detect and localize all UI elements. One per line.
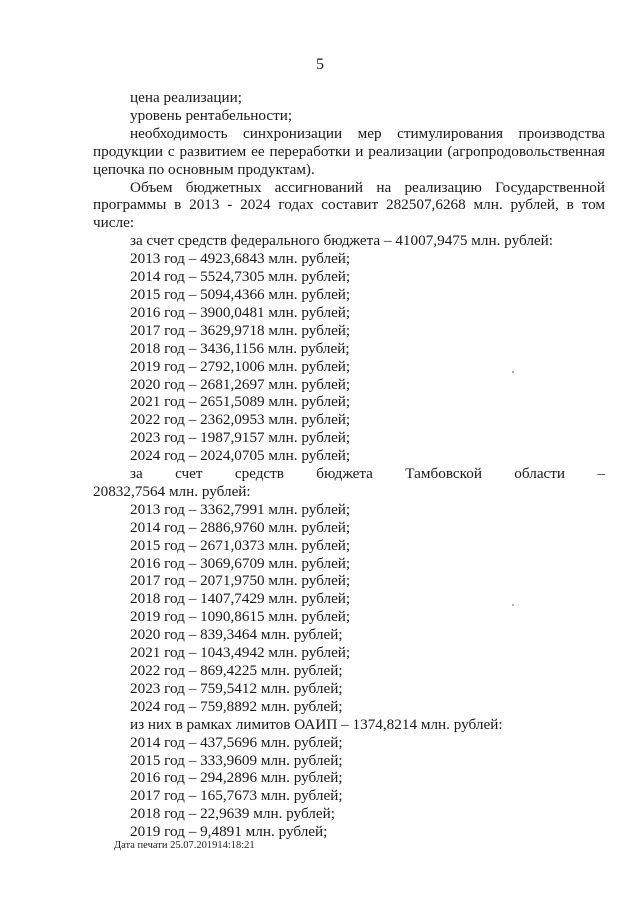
regional-list <box>93 501 605 716</box>
federal-item: 2022 год – 2362,0953 млн. рублей; <box>130 411 351 429</box>
regional-item: 2013 год – 3362,7991 млн. рублей; <box>130 500 351 518</box>
federal-item: 2015 год – 5094,4366 млн. рублей; <box>130 285 351 303</box>
federal-item: 2018 год – 3436,1156 млн. рублей; <box>130 339 350 357</box>
regional-item: 2018 год – 1407,7429 млн. рублей; <box>130 590 351 608</box>
oaip-item: 2016 год – 294,2896 млн. рублей; <box>130 769 343 787</box>
regional-heading-word: области <box>514 465 566 483</box>
regional-heading-word: бюджета <box>316 465 373 483</box>
regional-item: 2016 год – 3069,6709 млн. рублей; <box>130 554 351 572</box>
regional-item: 2022 год – 869,4225 млн. рублей; <box>130 662 343 679</box>
regional-heading-word: за <box>130 465 143 483</box>
scan-speck <box>512 604 514 606</box>
federal-item: 2023 год – 1987,9157 млн. рублей; <box>130 429 351 447</box>
page-number: 5 <box>316 56 324 73</box>
federal-item: 2020 год – 2681,2697 млн. рублей; <box>130 375 351 393</box>
regional-heading-word: средств <box>234 465 284 483</box>
regional-item: 2015 год – 2671,0373 млн. рублей; <box>130 536 351 554</box>
print-date-footer: Дата печати 25.07.201914:18:21 <box>114 840 255 851</box>
oaip-item: 2019 год – 9,4891 млн. рублей; <box>130 823 328 841</box>
scan-speck <box>512 371 514 373</box>
oaip-heading: из них в рамках лимитов ОАИП – 1374,8214 млн. рублей: <box>130 715 503 733</box>
federal-item: 2021 год – 2651,5089 млн. рублей; <box>130 393 351 411</box>
federal-item: 2013 год – 4923,6843 млн. рублей; <box>130 250 351 268</box>
federal-item: 2017 год – 3629,9718 млн. рублей; <box>130 321 351 339</box>
regional-item: 2017 год – 2071,9750 млн. рублей; <box>130 572 351 590</box>
document-body <box>93 89 605 841</box>
regional-heading <box>93 465 605 483</box>
regional-heading-word: Тамбовской <box>405 465 482 483</box>
regional-heading-continuation: 20832,7564 млн. рублей: <box>93 482 251 500</box>
regional-item: 2020 год – 839,3464 млн. рублей; <box>130 626 343 644</box>
oaip-item: 2015 год – 333,9609 млн. рублей; <box>130 751 343 769</box>
oaip-item: 2014 год – 437,5696 млн. рублей; <box>130 733 343 751</box>
regional-item: 2014 год – 2886,9760 млн. рублей; <box>130 518 351 536</box>
regional-item: 2023 год – 759,5412 млн. рублей; <box>130 679 343 697</box>
federal-item: 2024 год – 2024,0705 млн. рублей; <box>130 447 351 465</box>
regional-heading-word: – <box>597 465 605 483</box>
federal-heading: за счет средств федерального бюджета – 41007,9475 млн. рублей: <box>130 232 553 250</box>
federal-list <box>93 250 605 465</box>
regional-item: 2021 год – 1043,4942 млн. рублей; <box>130 644 351 662</box>
federal-item: 2014 год – 5524,7305 млн. рублей; <box>130 268 351 286</box>
oaip-list <box>93 734 605 841</box>
federal-item: 2019 год – 2792,1006 млн. рублей; <box>130 357 351 375</box>
intro-line-price: цена реализации; <box>130 89 242 106</box>
volume-paragraph: Объем бюджетных ассигнований на реализацию Государственной программы в 2013 - 2024 годах составит 282507,6268 млн. рублей, в том числе: <box>93 178 605 232</box>
sync-paragraph: необходимость синхронизации мер стимулирования производства продукции с развитием ее переработки и реализации (агропродовольственная цепочка по основным продуктам). <box>93 124 605 178</box>
intro-line-profitability: уровень рентабельности; <box>130 106 293 124</box>
regional-item: 2024 год – 759,8892 млн. рублей; <box>130 697 343 715</box>
federal-item: 2016 год – 3900,0481 млн. рублей; <box>130 303 351 321</box>
regional-heading-word: счет <box>175 465 203 483</box>
oaip-item: 2017 год – 165,7673 млн. рублей; <box>130 787 343 805</box>
regional-item: 2019 год – 1090,8615 млн. рублей; <box>130 608 351 626</box>
oaip-item: 2018 год – 22,9639 млн. рублей; <box>130 805 335 823</box>
